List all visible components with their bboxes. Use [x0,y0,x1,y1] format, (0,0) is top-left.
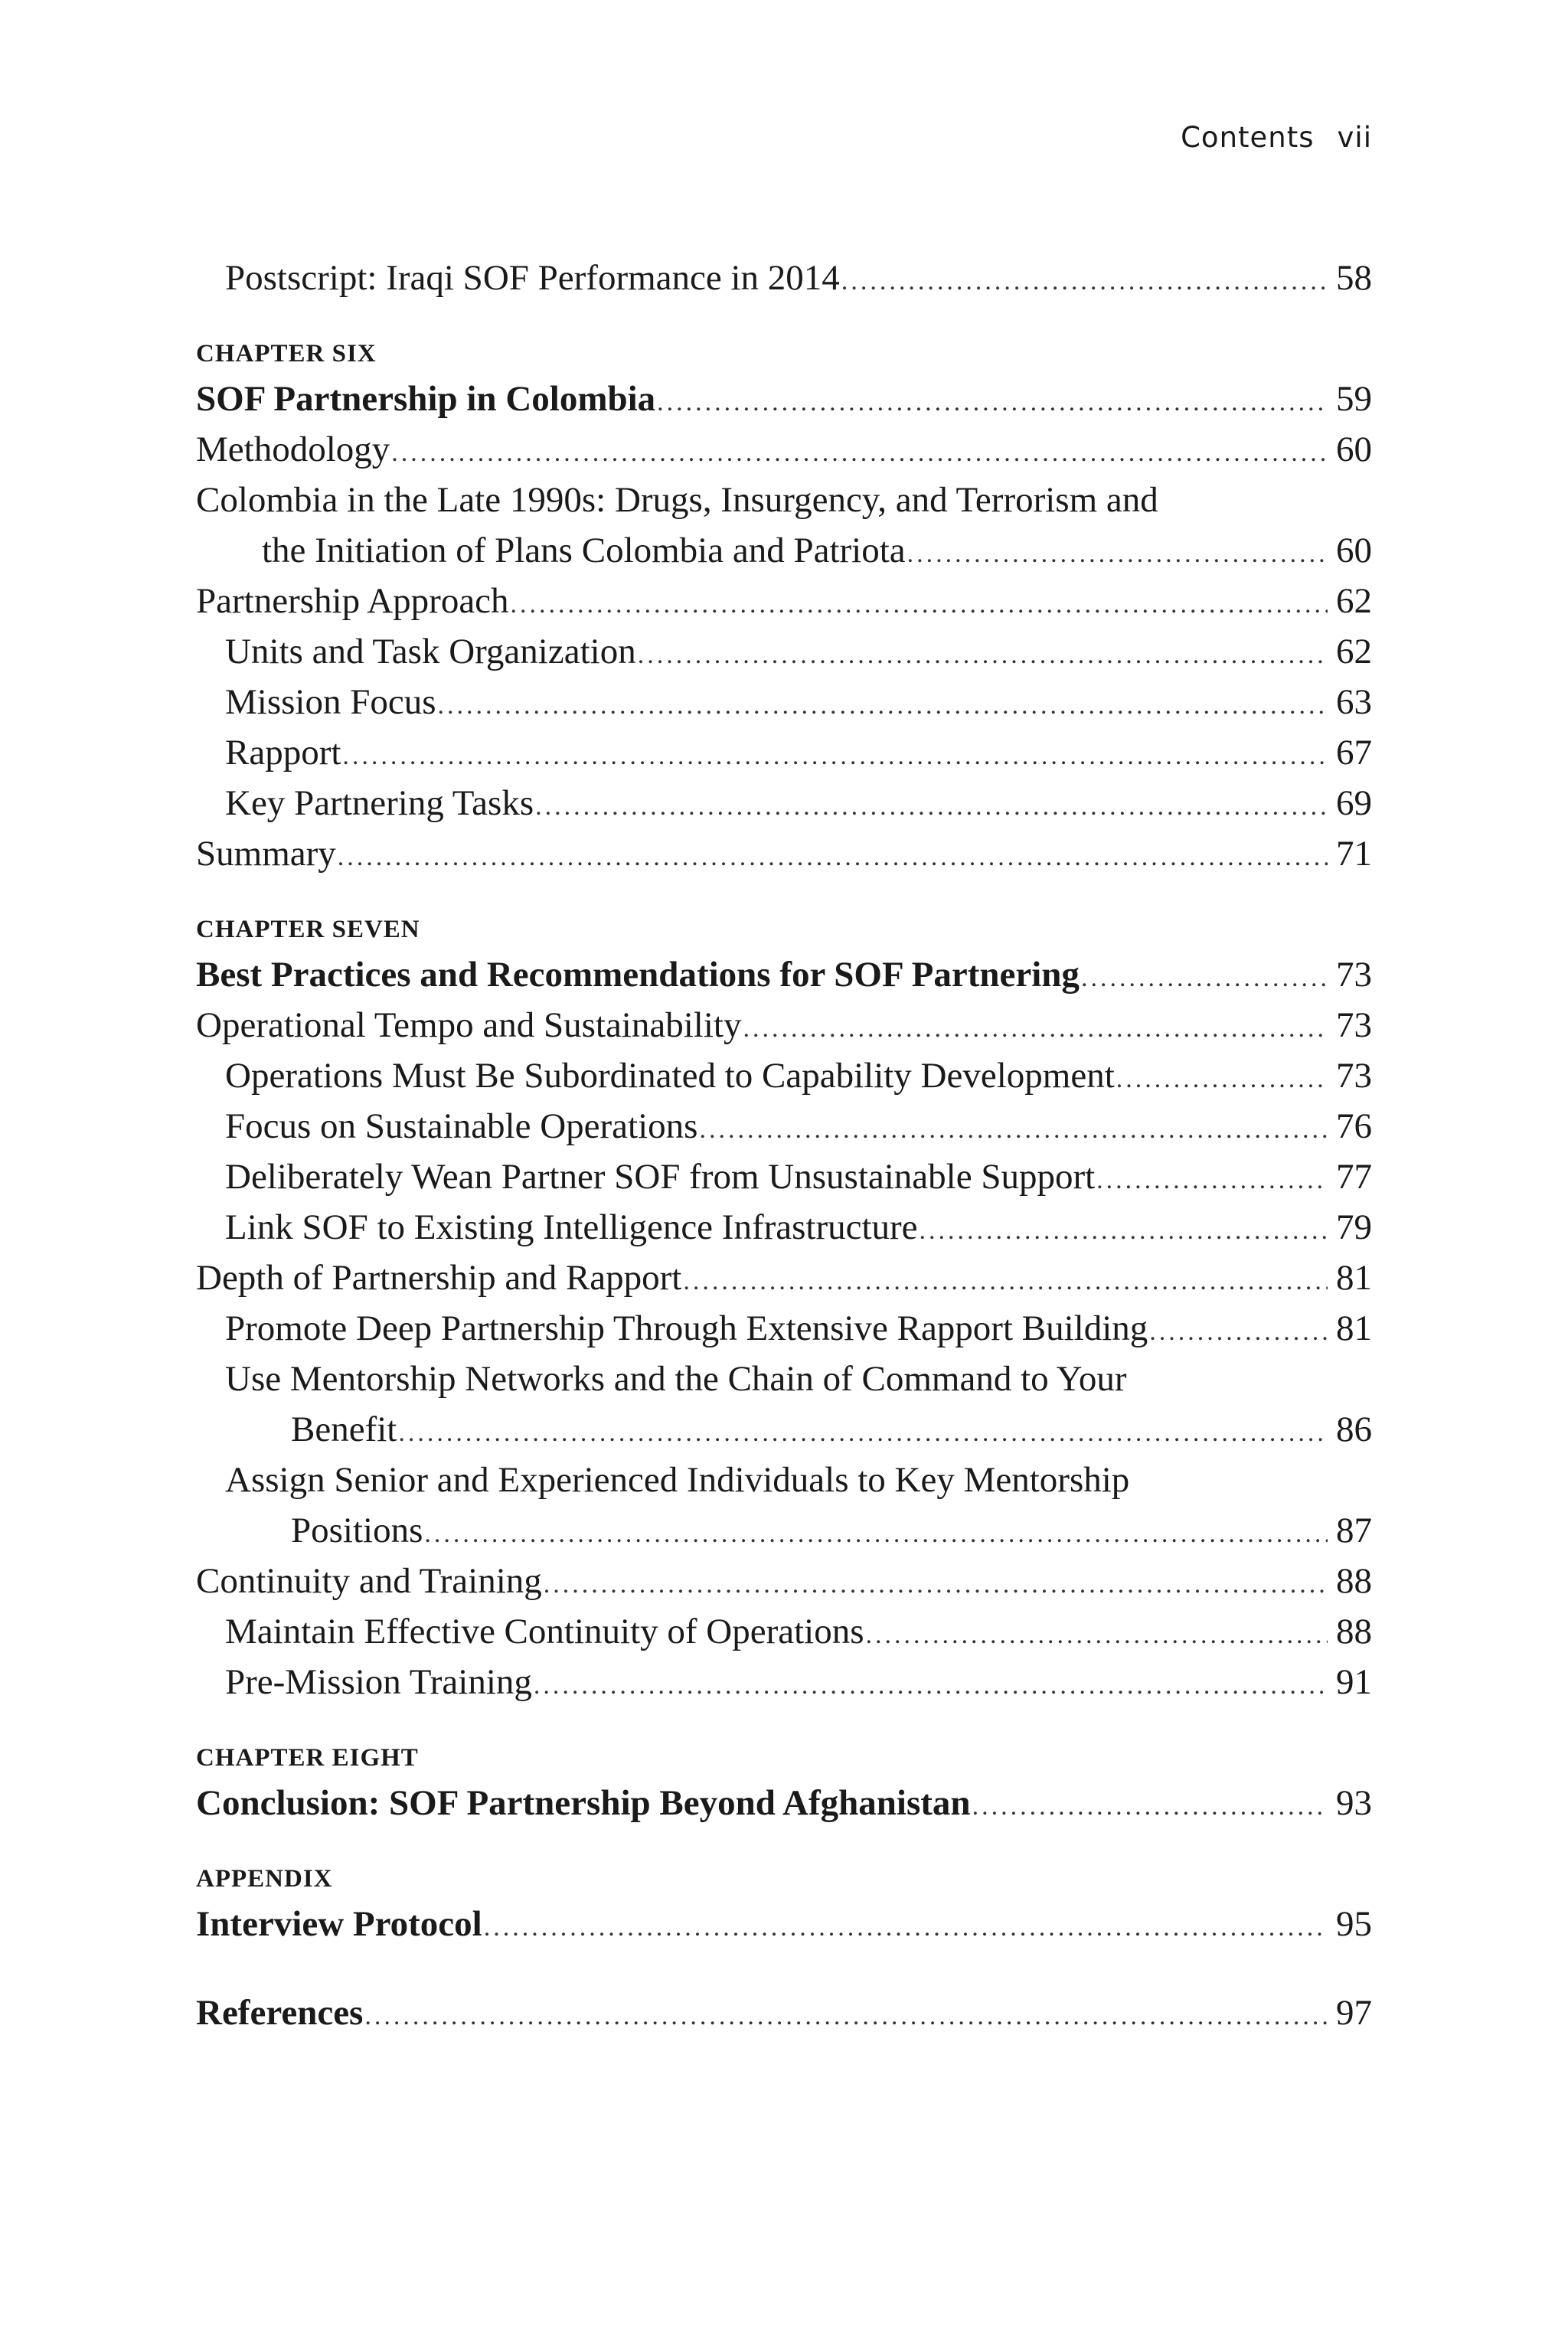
toc-entry[interactable] [196,626,1372,677]
toc-entry-text: SOF Partnership in Colombia [196,379,656,419]
dot-leader [657,377,1328,428]
toc-page-number: 69 [1336,783,1372,823]
toc-entry-text: References [196,1993,364,2033]
dot-leader [972,1782,1328,1832]
toc-page-number: 76 [1336,1106,1372,1146]
toc-entry-text: Rapport [225,733,341,773]
dot-leader [424,1509,1328,1560]
toc-page-number: 71 [1336,834,1372,874]
toc-entry-text: Postscript: Iraqi SOF Performance in 2014 [225,258,840,298]
toc-entry-text: Maintain Effective Continuity of Operations [225,1612,864,1651]
toc-page-number: 73 [1336,1005,1372,1045]
appendix-title[interactable] [196,1899,1372,1949]
toc-page-number: 95 [1336,1904,1372,1944]
dot-leader [1081,953,1328,1004]
toc-entry-text: Mission Focus [225,682,436,722]
dot-leader [743,1004,1328,1054]
chapter-label: CHAPTER SEVEN [196,916,420,943]
toc-entry[interactable] [196,1556,1372,1606]
dot-leader [1096,1155,1328,1206]
toc-entry[interactable] [196,1152,1372,1202]
toc-entry[interactable] [196,677,1372,727]
toc-page-number: 81 [1336,1308,1372,1348]
dot-leader [1116,1054,1328,1105]
toc-page-number: 62 [1336,632,1372,671]
toc-page-number: 88 [1336,1612,1372,1651]
toc-entry[interactable] [196,253,1372,303]
dot-leader [907,529,1328,580]
toc-entry-text: Methodology [196,430,390,469]
toc-page-number: 73 [1336,1056,1372,1096]
chapter-title[interactable] [196,949,1372,1000]
toc-entry-text: Deliberately Wean Partner SOF from Unsustainable Support [225,1157,1096,1197]
toc-page-number: 60 [1336,531,1372,570]
toc-entry-text: Assign Senior and Experienced Individuals to Key Mentorship [225,1460,1130,1500]
toc-entry-text: Depth of Partnership and Rapport [196,1258,682,1298]
toc-entry[interactable] [196,1303,1372,1354]
dot-leader [683,1256,1328,1307]
dot-leader [338,832,1328,883]
dot-leader [391,428,1328,479]
toc-page-number: 59 [1336,379,1372,419]
toc-entry-text: Pre-Mission Training [225,1662,532,1702]
dot-leader [544,1560,1328,1610]
toc-entry-text-continued: Positions [291,1511,423,1550]
toc-entry-text: Operational Tempo and Sustainability [196,1005,742,1045]
toc-entry[interactable] [196,424,1372,475]
toc-entry[interactable] [196,475,1372,576]
toc-entry[interactable] [196,1050,1372,1101]
dot-leader [534,1661,1328,1711]
toc-page-number: 93 [1336,1783,1372,1823]
toc-page-number: 87 [1336,1511,1372,1550]
toc-entry-text: Best Practices and Recommendations for SOF Partnering [196,955,1080,995]
toc-entry-text: Partnership Approach [196,581,509,621]
toc-page-number: 60 [1336,430,1372,469]
toc-entry[interactable] [196,828,1372,879]
dot-leader [342,731,1328,782]
dot-leader [866,1610,1328,1661]
toc-entry-text: Link SOF to Existing Intelligence Infrastructure [225,1207,918,1247]
dot-leader [364,1991,1328,2042]
toc-entry-text: Interview Protocol [196,1904,482,1944]
dot-leader [638,630,1328,681]
toc-entry-text: Conclusion: SOF Partnership Beyond Afghanistan [196,1783,971,1823]
dot-leader [484,1903,1328,1953]
toc-page-number: 63 [1336,682,1372,722]
dot-leader [398,1408,1328,1459]
toc-page-number: 67 [1336,733,1372,773]
toc-entry[interactable] [196,1455,1372,1556]
toc-entry[interactable] [196,1657,1372,1707]
dot-leader [535,782,1328,832]
toc-entry-text: Colombia in the Late 1990s: Drugs, Insurgency, and Terrorism and [196,480,1158,520]
toc-page-number: 73 [1336,955,1372,995]
toc-page-number: 91 [1336,1662,1372,1702]
table-of-contents [196,253,1372,2038]
page-number: vii [1337,121,1372,154]
toc-page-number: 81 [1336,1258,1372,1298]
toc-entry-text: Operations Must Be Subordinated to Capability Development [225,1056,1115,1096]
toc-entry[interactable] [196,1202,1372,1253]
toc-page-number: 62 [1336,581,1372,621]
toc-entry[interactable] [196,1606,1372,1657]
toc-entry-text: Key Partnering Tasks [225,783,534,823]
chapter-title[interactable] [196,1778,1372,1828]
running-head [1181,121,1372,154]
dot-leader [438,681,1328,731]
toc-entry-text: Summary [196,834,336,874]
dot-leader [511,580,1328,630]
toc-entry-text-continued: the Initiation of Plans Colombia and Patriota [262,531,906,570]
toc-entry-text: Units and Task Organization [225,632,636,671]
toc-entry[interactable] [196,1354,1372,1455]
toc-entry-text: Continuity and Training [196,1561,542,1601]
toc-page-number: 88 [1336,1561,1372,1601]
dot-leader [1149,1307,1328,1357]
toc-entry-text-continued: Benefit [291,1410,397,1449]
toc-page-number: 77 [1336,1157,1372,1197]
toc-entry[interactable] [196,576,1372,626]
toc-entry-text: Promote Deep Partnership Through Extensive Rapport Building [225,1308,1148,1348]
running-head-title: Contents [1181,121,1315,154]
dot-leader [841,256,1328,307]
toc-page-number: 97 [1336,1993,1372,2033]
toc-entry[interactable] [196,778,1372,828]
spacer [196,1949,1372,1988]
toc-entry-text: Focus on Sustainable Operations [225,1106,698,1146]
dot-leader [699,1105,1328,1155]
chapter-label: CHAPTER EIGHT [196,1744,419,1772]
toc-page-number: 79 [1336,1207,1372,1247]
chapter-label: CHAPTER SIX [196,340,377,368]
appendix-label: APPENDIX [196,1865,333,1893]
toc-entry-text: Use Mentorship Networks and the Chain of Command to Your [225,1359,1127,1399]
dot-leader [920,1206,1328,1256]
toc-entry[interactable] [196,1101,1372,1152]
toc-page-number: 58 [1336,258,1372,298]
toc-entry[interactable] [196,727,1372,778]
references-entry[interactable] [196,1988,1372,2038]
chapter-title[interactable] [196,374,1372,424]
toc-entry[interactable] [196,1000,1372,1050]
toc-page-number: 86 [1336,1410,1372,1449]
toc-entry[interactable] [196,1253,1372,1303]
